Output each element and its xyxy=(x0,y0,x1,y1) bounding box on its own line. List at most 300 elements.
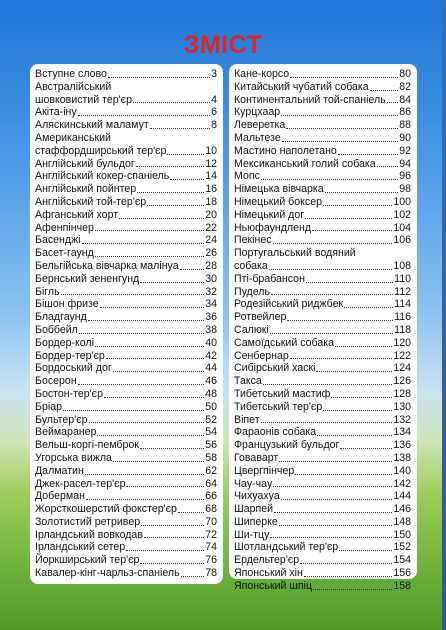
toc-entry-name: Австралійський xyxy=(35,80,112,93)
dot-leader xyxy=(261,421,393,423)
dot-leader xyxy=(126,485,204,487)
toc-entry-name: Бішон фризе xyxy=(35,298,99,311)
toc-entry-name: Жорсткошерстий фокстер'єр xyxy=(35,503,177,516)
dot-leader xyxy=(339,549,392,551)
toc-page-number: 46 xyxy=(205,375,217,388)
toc-entry[interactable] xyxy=(234,273,411,286)
dot-leader xyxy=(344,306,393,308)
dot-leader xyxy=(261,178,398,180)
toc-page-number: 50 xyxy=(205,400,217,413)
toc-page-number: 106 xyxy=(393,234,411,247)
dot-leader xyxy=(325,191,399,193)
dot-leader xyxy=(140,562,204,564)
toc-entry-name: Такса xyxy=(234,375,262,388)
toc-page-number: 14 xyxy=(205,170,217,183)
toc-page-number: 158 xyxy=(393,579,411,592)
toc-page-number: 40 xyxy=(205,336,217,349)
dot-leader xyxy=(141,524,204,526)
toc-entry[interactable] xyxy=(35,106,217,119)
page-edge xyxy=(442,0,446,630)
toc-page-number: 132 xyxy=(393,413,411,426)
dot-leader xyxy=(126,549,204,551)
toc-entry[interactable] xyxy=(234,234,411,247)
toc-entry[interactable] xyxy=(35,452,217,465)
toc-page-number: 22 xyxy=(205,221,217,234)
toc-entry-name: Пекінес xyxy=(234,234,272,247)
toc-entry[interactable] xyxy=(234,516,411,529)
toc-entry[interactable] xyxy=(234,132,411,145)
toc-entry-name: Бультер'єр xyxy=(35,413,88,426)
dot-leader xyxy=(370,89,399,91)
dot-leader xyxy=(377,165,399,167)
toc-entry-name: Далматин xyxy=(35,464,84,477)
dot-leader xyxy=(281,498,393,500)
toc-entry[interactable] xyxy=(234,580,411,593)
toc-entry[interactable] xyxy=(35,183,217,196)
dot-leader xyxy=(281,114,398,116)
toc-page-number: 54 xyxy=(205,426,217,439)
toc-page-number: 42 xyxy=(205,349,217,362)
dot-leader xyxy=(271,293,393,295)
toc-entry[interactable] xyxy=(35,170,217,183)
toc-entry-name: собака xyxy=(234,259,268,272)
toc-entry[interactable] xyxy=(234,529,411,542)
toc-entry-name: Японський шпіц xyxy=(234,579,313,592)
dot-leader xyxy=(269,268,393,270)
dot-leader xyxy=(95,229,204,231)
toc-entry[interactable] xyxy=(35,311,217,324)
dot-leader xyxy=(279,524,393,526)
toc-entry[interactable] xyxy=(35,375,217,388)
dot-leader xyxy=(279,460,392,462)
toc-entry-name: Португальський водяний xyxy=(234,247,356,260)
toc-entry-name: Ши-тцу xyxy=(234,528,270,541)
dot-leader xyxy=(338,153,398,155)
toc-entry[interactable] xyxy=(35,222,217,235)
toc-entry-name: Цвергпінчер xyxy=(234,464,295,477)
dot-leader xyxy=(340,447,392,449)
toc-entry[interactable] xyxy=(234,388,411,401)
dot-leader xyxy=(150,127,210,129)
dot-leader xyxy=(78,383,205,385)
dot-leader xyxy=(104,396,204,398)
toc-entry[interactable] xyxy=(35,554,217,567)
toc-entry-name: Шотландський тер'єр xyxy=(234,541,339,554)
toc-page-number: 62 xyxy=(205,464,217,477)
toc-page-number: 118 xyxy=(394,323,411,336)
toc-entry[interactable] xyxy=(234,222,411,235)
toc-entry[interactable] xyxy=(35,247,217,260)
toc-page-number: 78 xyxy=(205,567,217,580)
toc-entry[interactable] xyxy=(234,183,411,196)
toc-entry[interactable] xyxy=(234,209,411,222)
toc-page-number: 94 xyxy=(399,157,411,170)
toc-entry-name: Ірландський сетер xyxy=(35,541,126,554)
toc-entry-name: Англійський той-тер'єр xyxy=(35,195,147,208)
toc-page-number: 144 xyxy=(393,490,411,503)
dot-leader xyxy=(97,434,204,436)
dot-leader xyxy=(290,76,398,78)
dot-leader xyxy=(113,460,204,462)
toc-entry[interactable] xyxy=(35,490,217,503)
toc-entry-name: Бельгійська вівчарка малінуа xyxy=(35,259,179,272)
dot-leader xyxy=(82,242,205,244)
dot-leader xyxy=(270,332,393,334)
toc-page-number: 98 xyxy=(399,183,411,196)
dot-leader xyxy=(335,345,392,347)
toc-page-number: 48 xyxy=(205,387,217,400)
toc-page-number: 56 xyxy=(205,439,217,452)
toc-page-number: 124 xyxy=(393,362,411,375)
toc-page-number: 28 xyxy=(205,259,217,272)
toc-entry-name: Ньюфаундленд xyxy=(234,221,312,234)
toc-page-number: 142 xyxy=(393,477,411,490)
dot-leader xyxy=(95,255,204,257)
dot-leader xyxy=(304,575,392,577)
toc-entry-name: Мопс xyxy=(234,170,260,183)
dot-leader xyxy=(147,204,204,206)
dot-leader xyxy=(108,76,210,78)
toc-entry[interactable] xyxy=(35,119,217,132)
toc-page-number: 16 xyxy=(205,183,217,196)
dot-leader xyxy=(100,306,205,308)
toc-entry[interactable] xyxy=(234,439,411,452)
toc-entry[interactable] xyxy=(234,567,411,580)
toc-entry-name: Англійський кокер-спаніель xyxy=(35,170,170,183)
toc-entry-name: Ротвейлер xyxy=(234,311,287,324)
toc-entry-name: Мексиканський голий собака xyxy=(234,157,376,170)
dot-leader xyxy=(137,191,204,193)
toc-page-number: 20 xyxy=(205,208,217,221)
toc-entry-name: Сенбернар xyxy=(234,349,289,362)
dot-leader xyxy=(136,165,204,167)
toc-entry-name: Ірландський вовкодав xyxy=(35,528,143,541)
toc-page-number: 110 xyxy=(394,272,411,285)
toc-entry[interactable] xyxy=(234,478,411,491)
toc-page-number: 102 xyxy=(393,208,411,221)
toc-entry-name: Самоїдський собака xyxy=(234,336,334,349)
toc-entry[interactable] xyxy=(234,350,411,363)
toc-page-number: 72 xyxy=(205,528,217,541)
toc-entry-name: Босерон xyxy=(35,375,77,388)
toc-entry[interactable] xyxy=(234,106,411,119)
toc-entry-name: Фараонів собака xyxy=(234,426,317,439)
toc-entry-name: Китайський чубатий собака xyxy=(234,80,369,93)
toc-entry[interactable] xyxy=(35,286,217,299)
toc-entry[interactable] xyxy=(35,324,217,337)
toc-page-number: 84 xyxy=(399,93,411,106)
toc-page-number: 154 xyxy=(393,554,411,567)
toc-entry-name: Салюкі xyxy=(234,323,269,336)
toc-page-number: 3 xyxy=(211,68,217,80)
toc-entry-name: Пудель xyxy=(234,285,270,298)
toc-entry-name: Родезійський риджбек xyxy=(234,298,344,311)
toc-page-number: 76 xyxy=(205,554,217,567)
toc-entry[interactable] xyxy=(35,541,217,554)
toc-page-number: 52 xyxy=(205,413,217,426)
dot-leader xyxy=(312,229,392,231)
toc-entry-name: Угорська вижла xyxy=(35,451,112,464)
dot-leader xyxy=(270,536,392,538)
toc-entry-name: Аляскинський маламут xyxy=(35,119,149,132)
dot-leader xyxy=(181,575,205,577)
toc-entry-name: Бладгаунд xyxy=(35,311,87,324)
toc-entry[interactable] xyxy=(35,94,217,107)
toc-entry-name: Кане-корсо xyxy=(234,68,290,80)
toc-page-number: 86 xyxy=(399,106,411,119)
dot-leader xyxy=(273,242,393,244)
toc-entry[interactable] xyxy=(35,209,217,222)
toc-page-number: 156 xyxy=(393,567,411,580)
toc-entry-name: Басенджі xyxy=(35,234,81,247)
dot-leader xyxy=(170,178,204,180)
toc-entry-name: Німецька вівчарка xyxy=(234,183,324,196)
toc-entry[interactable] xyxy=(35,362,217,375)
toc-page-number: 152 xyxy=(393,541,411,554)
toc-entry-name: Мальтезе xyxy=(234,131,281,144)
toc-entry-name: Чау-чау xyxy=(234,477,273,490)
toc-entry[interactable] xyxy=(234,68,411,81)
toc-entry[interactable] xyxy=(234,375,411,388)
toc-entry[interactable] xyxy=(234,158,411,171)
toc-page-number: 34 xyxy=(205,298,217,311)
toc-page-number: 58 xyxy=(205,451,217,464)
toc-entry-name: Говаварт xyxy=(234,451,279,464)
toc-entry-name: Французький бульдог xyxy=(234,439,340,452)
toc-page-number: 140 xyxy=(393,464,411,477)
toc-page-number: 10 xyxy=(205,144,217,157)
toc-page-number: 12 xyxy=(205,157,217,170)
toc-page-number: 36 xyxy=(205,311,217,324)
dot-leader xyxy=(113,370,204,372)
dot-leader xyxy=(78,114,210,116)
toc-entry-name: стаффордширський тер'єр xyxy=(35,144,167,157)
toc-page-number: 6 xyxy=(211,106,217,119)
toc-entry[interactable] xyxy=(234,541,411,554)
toc-entry[interactable] xyxy=(35,145,217,158)
toc-page-number: 112 xyxy=(394,285,411,298)
toc-entry-name: Сибірський хаскі xyxy=(234,362,316,375)
toc-page-number: 120 xyxy=(393,336,411,349)
dot-leader xyxy=(79,332,204,334)
dot-leader xyxy=(313,588,392,590)
toc-entry[interactable] xyxy=(35,414,217,427)
toc-entry[interactable] xyxy=(35,298,217,311)
toc-right-column xyxy=(229,64,417,592)
toc-page-number: 128 xyxy=(393,387,411,400)
toc-entry-name: Вступне слово xyxy=(35,68,107,80)
toc-entry[interactable] xyxy=(234,414,411,427)
toc-entry-name: Боббейл xyxy=(35,323,78,336)
toc-entry[interactable] xyxy=(35,234,217,247)
toc-entry[interactable] xyxy=(234,286,411,299)
toc-page-number: 64 xyxy=(205,477,217,490)
toc-entry[interactable] xyxy=(35,337,217,350)
toc-page-number: 68 xyxy=(205,503,217,516)
toc-entry[interactable] xyxy=(35,567,217,580)
toc-page-number: 32 xyxy=(205,285,217,298)
toc-page-number: 38 xyxy=(205,323,217,336)
toc-page-number: 104 xyxy=(393,221,411,234)
toc-entry[interactable] xyxy=(35,401,217,414)
dot-leader xyxy=(306,281,393,283)
toc-entry-name: Басет-гаунд xyxy=(35,247,94,260)
toc-entry-name: Пті-брабансон xyxy=(234,272,305,285)
toc-entry-name: Леверетка xyxy=(234,119,286,132)
toc-page-number: 130 xyxy=(393,400,411,413)
toc-entry-name: Бордер-колі xyxy=(35,336,94,349)
toc-entry-name: Японський хін xyxy=(234,567,303,580)
toc-entry[interactable] xyxy=(35,68,217,81)
toc-page-number: 82 xyxy=(399,80,411,93)
toc-page-number: 8 xyxy=(211,119,217,132)
toc-left-column xyxy=(30,64,223,584)
toc-entry-name: Німецький дог xyxy=(234,208,305,221)
toc-entry-name: Американський xyxy=(35,131,111,144)
toc-entry[interactable] xyxy=(234,426,411,439)
dot-leader xyxy=(180,268,205,270)
toc-entry-name: Тибетський тер'єр xyxy=(234,400,323,413)
dot-leader xyxy=(300,562,392,564)
toc-entry-name: Континентальний той-спаніель xyxy=(234,93,386,106)
toc-page-number: 100 xyxy=(393,195,411,208)
dot-leader xyxy=(88,319,204,321)
dot-leader xyxy=(178,511,204,513)
toc-entry-name: Віпет xyxy=(234,413,260,426)
toc-entry-name: Кавалер-кінг-чарльз-спаніель xyxy=(35,567,180,580)
toc-entry-name: Бігль xyxy=(35,285,60,298)
toc-entry-name: Вельш-коргі-пемброк xyxy=(35,439,139,452)
toc-entry-name: Тибетський мастиф xyxy=(234,387,331,400)
dot-leader xyxy=(140,281,204,283)
dot-leader xyxy=(331,396,392,398)
toc-page-number: 88 xyxy=(399,119,411,132)
toc-page-number: 108 xyxy=(393,259,411,272)
toc-entry[interactable] xyxy=(234,298,411,311)
toc-page-number: 134 xyxy=(393,426,411,439)
toc-entry-name: Бордер-тер'єр xyxy=(35,349,105,362)
toc-entry[interactable] xyxy=(35,478,217,491)
toc-entry[interactable] xyxy=(234,94,411,107)
toc-page-number: 24 xyxy=(205,234,217,247)
toc-entry[interactable] xyxy=(35,350,217,363)
toc-page-number: 114 xyxy=(394,298,411,311)
dot-leader xyxy=(286,127,398,129)
toc-entry[interactable] xyxy=(234,337,411,350)
dot-leader xyxy=(290,357,393,359)
toc-entry-name: Англійський бульдог xyxy=(35,157,135,170)
toc-entry[interactable] xyxy=(234,311,411,324)
dot-leader xyxy=(89,421,205,423)
toc-page-number: 138 xyxy=(393,451,411,464)
toc-entry[interactable] xyxy=(234,145,411,158)
toc-entry[interactable] xyxy=(234,452,411,465)
dot-leader xyxy=(305,217,392,219)
dot-leader xyxy=(106,357,204,359)
toc-entry[interactable] xyxy=(234,465,411,478)
toc-entry[interactable] xyxy=(234,170,411,183)
toc-entry-name: Йоркширський тер'єр xyxy=(35,554,140,567)
toc-page-number: 26 xyxy=(205,247,217,260)
toc-page-number: 148 xyxy=(393,515,411,528)
dot-leader xyxy=(133,101,210,103)
toc-entry[interactable] xyxy=(234,81,411,94)
toc-entry[interactable] xyxy=(234,260,411,273)
dot-leader xyxy=(95,345,204,347)
toc-entry[interactable] xyxy=(234,554,411,567)
dot-leader xyxy=(387,101,399,103)
toc-page-number: 80 xyxy=(399,68,411,80)
toc-page-number: 74 xyxy=(205,541,217,554)
toc-entry-name: Мастино наполетано xyxy=(234,144,337,157)
toc-entry[interactable] xyxy=(234,362,411,375)
toc-entry[interactable] xyxy=(35,260,217,273)
toc-entry[interactable] xyxy=(35,196,217,209)
dot-leader xyxy=(167,153,204,155)
toc-entry-name: Шиперке xyxy=(234,515,278,528)
dot-leader xyxy=(140,447,204,449)
dot-leader xyxy=(274,511,392,513)
dot-leader xyxy=(85,473,204,475)
dot-leader xyxy=(323,409,392,411)
toc-entry-name: Німецький боксер xyxy=(234,195,322,208)
dot-leader xyxy=(86,498,204,500)
toc-entry[interactable] xyxy=(234,503,411,516)
dot-leader xyxy=(273,485,392,487)
toc-entry-name: Афганський хорт xyxy=(35,208,119,221)
toc-entry-name: Шарпей xyxy=(234,503,274,516)
toc-page-number: 122 xyxy=(393,349,411,362)
toc-entry-name: Бордоський дог xyxy=(35,362,112,375)
toc-entry-name: Доберман xyxy=(35,490,85,503)
toc-entry[interactable] xyxy=(35,465,217,478)
toc-entry[interactable] xyxy=(234,490,411,503)
toc-entry[interactable] xyxy=(234,119,411,132)
toc-entry[interactable] xyxy=(234,401,411,414)
toc-page-number: 92 xyxy=(399,144,411,157)
toc-page-number: 90 xyxy=(399,131,411,144)
toc-entry[interactable] xyxy=(234,324,411,337)
toc-entry-name: Чихуахуа xyxy=(234,490,280,503)
toc-entry[interactable] xyxy=(35,426,217,439)
toc-entry-name: Бостон-тер'єр xyxy=(35,387,103,400)
toc-entry[interactable] xyxy=(35,439,217,452)
toc-page-number: 18 xyxy=(205,195,217,208)
toc-page-number: 146 xyxy=(393,503,411,516)
toc-page-number: 70 xyxy=(205,515,217,528)
toc-page-number: 66 xyxy=(205,490,217,503)
dot-leader xyxy=(63,409,204,411)
toc-entry[interactable] xyxy=(35,529,217,542)
toc-page-number: 116 xyxy=(394,311,411,324)
toc-page-number: 150 xyxy=(393,528,411,541)
toc-entry-name: Афенпінчер xyxy=(35,221,94,234)
toc-entry-name: Ердельтер'єр xyxy=(234,554,300,567)
toc-entry[interactable] xyxy=(35,158,217,171)
toc-entry[interactable] xyxy=(35,388,217,401)
dot-leader xyxy=(323,204,392,206)
toc-entry[interactable] xyxy=(35,273,217,286)
dot-leader xyxy=(316,370,392,372)
toc-entry[interactable] xyxy=(234,196,411,209)
page-title: ЗМІСТ xyxy=(183,31,263,59)
toc-entry-name: шовковистий тер'єр xyxy=(35,93,132,106)
toc-entry-name: Акіта-іну xyxy=(35,106,77,119)
toc-entry[interactable] xyxy=(35,516,217,529)
toc-entry[interactable] xyxy=(35,503,217,516)
dot-leader xyxy=(119,217,204,219)
toc-entry-name: Курцхаар xyxy=(234,106,281,119)
